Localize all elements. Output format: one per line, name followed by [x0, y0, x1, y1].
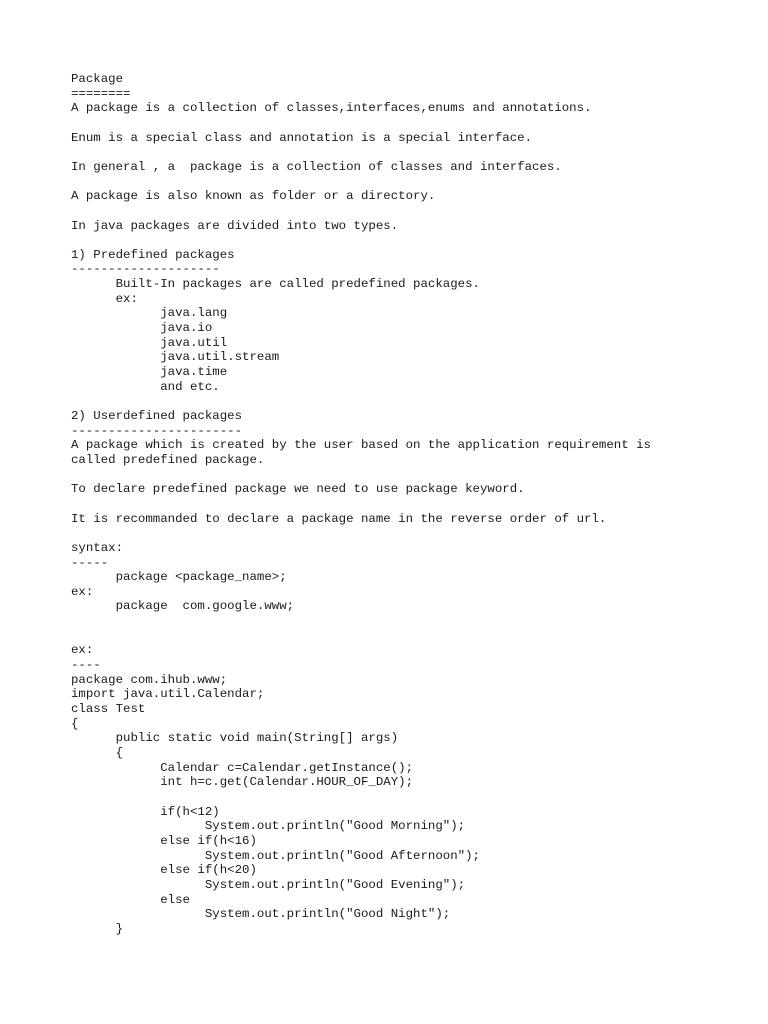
text-line: ex: [71, 291, 138, 306]
text-line: System.out.println("Good Morning"); [71, 819, 466, 834]
text-line: ex: [71, 584, 94, 599]
text-line: called predefined package. [71, 452, 265, 467]
text-line: package com.ihub.www; [71, 672, 228, 687]
text-line: and etc. [71, 379, 220, 394]
text-line: package <package_name>; [71, 570, 287, 585]
text-line: ---- [71, 658, 101, 673]
text-line: { [71, 746, 124, 761]
text-line: A package is also known as folder or a directory. [71, 189, 436, 204]
text-line: ----- [71, 555, 109, 570]
text-line: { [71, 716, 79, 731]
text-line: else if(h<20) [71, 863, 257, 878]
text-line: System.out.println("Good Afternoon"); [71, 848, 480, 863]
text-line [71, 204, 751, 219]
text-line: class Test [71, 702, 146, 717]
text-line: if(h<12) [71, 804, 220, 819]
text-line: java.util.stream [71, 350, 280, 365]
text-line: package com.google.www; [71, 599, 295, 614]
text-line [71, 614, 751, 629]
text-line: System.out.println("Good Night"); [71, 907, 451, 922]
text-line: System.out.println("Good Evening"); [71, 877, 466, 892]
text-line: ex: [71, 643, 94, 658]
text-line: 2) Userdefined packages [71, 409, 243, 423]
text-line: int h=c.get(Calendar.HOUR_OF_DAY); [71, 775, 414, 790]
text-line: Calendar c=Calendar.getInstance(); [71, 760, 414, 775]
text-line: In java packages are divided into two types. [71, 218, 399, 233]
text-line: java.time [71, 365, 228, 380]
text-line: Built-In packages are called predefined packages. [71, 277, 480, 292]
text-line: else if(h<16) [71, 833, 257, 848]
text-line: ======== [71, 86, 131, 101]
text-line: java.lang [71, 306, 228, 321]
text-line: } [71, 921, 124, 936]
text-line: java.util [71, 335, 228, 350]
text-line: ----------------------- [71, 423, 243, 438]
document-text [71, 72, 751, 937]
text-line [71, 790, 751, 805]
text-line [71, 175, 751, 190]
text-line: syntax: [71, 540, 124, 555]
text-line: To declare predefined package we need to use package keyword. [71, 482, 525, 497]
text-line: java.io [71, 321, 213, 336]
text-line: else [71, 892, 190, 907]
text-line [71, 497, 751, 512]
text-line: It is recommanded to declare a package name in the reverse order of url. [71, 511, 607, 526]
text-line: In general , a package is a collection of classes and interfaces. [71, 159, 562, 174]
text-line [71, 468, 751, 483]
text-line: A package is a collection of classes,interfaces,enums and annotations. [71, 101, 592, 116]
text-line: Enum is a special class and annotation is a special interface. [71, 130, 533, 145]
text-line [71, 233, 751, 248]
text-line: -------------------- [71, 262, 220, 277]
text-line [71, 394, 751, 409]
text-line [71, 116, 751, 131]
text-line: import java.util.Calendar; [71, 687, 265, 702]
text-line [71, 145, 751, 160]
text-line [71, 629, 751, 644]
text-line: 1) Predefined packages [71, 247, 235, 262]
text-line: Package [71, 72, 124, 86]
text-line [71, 526, 751, 541]
text-line: A package which is created by the user based on the application requirement is [71, 438, 651, 453]
text-line: public static void main(String[] args) [71, 731, 399, 746]
